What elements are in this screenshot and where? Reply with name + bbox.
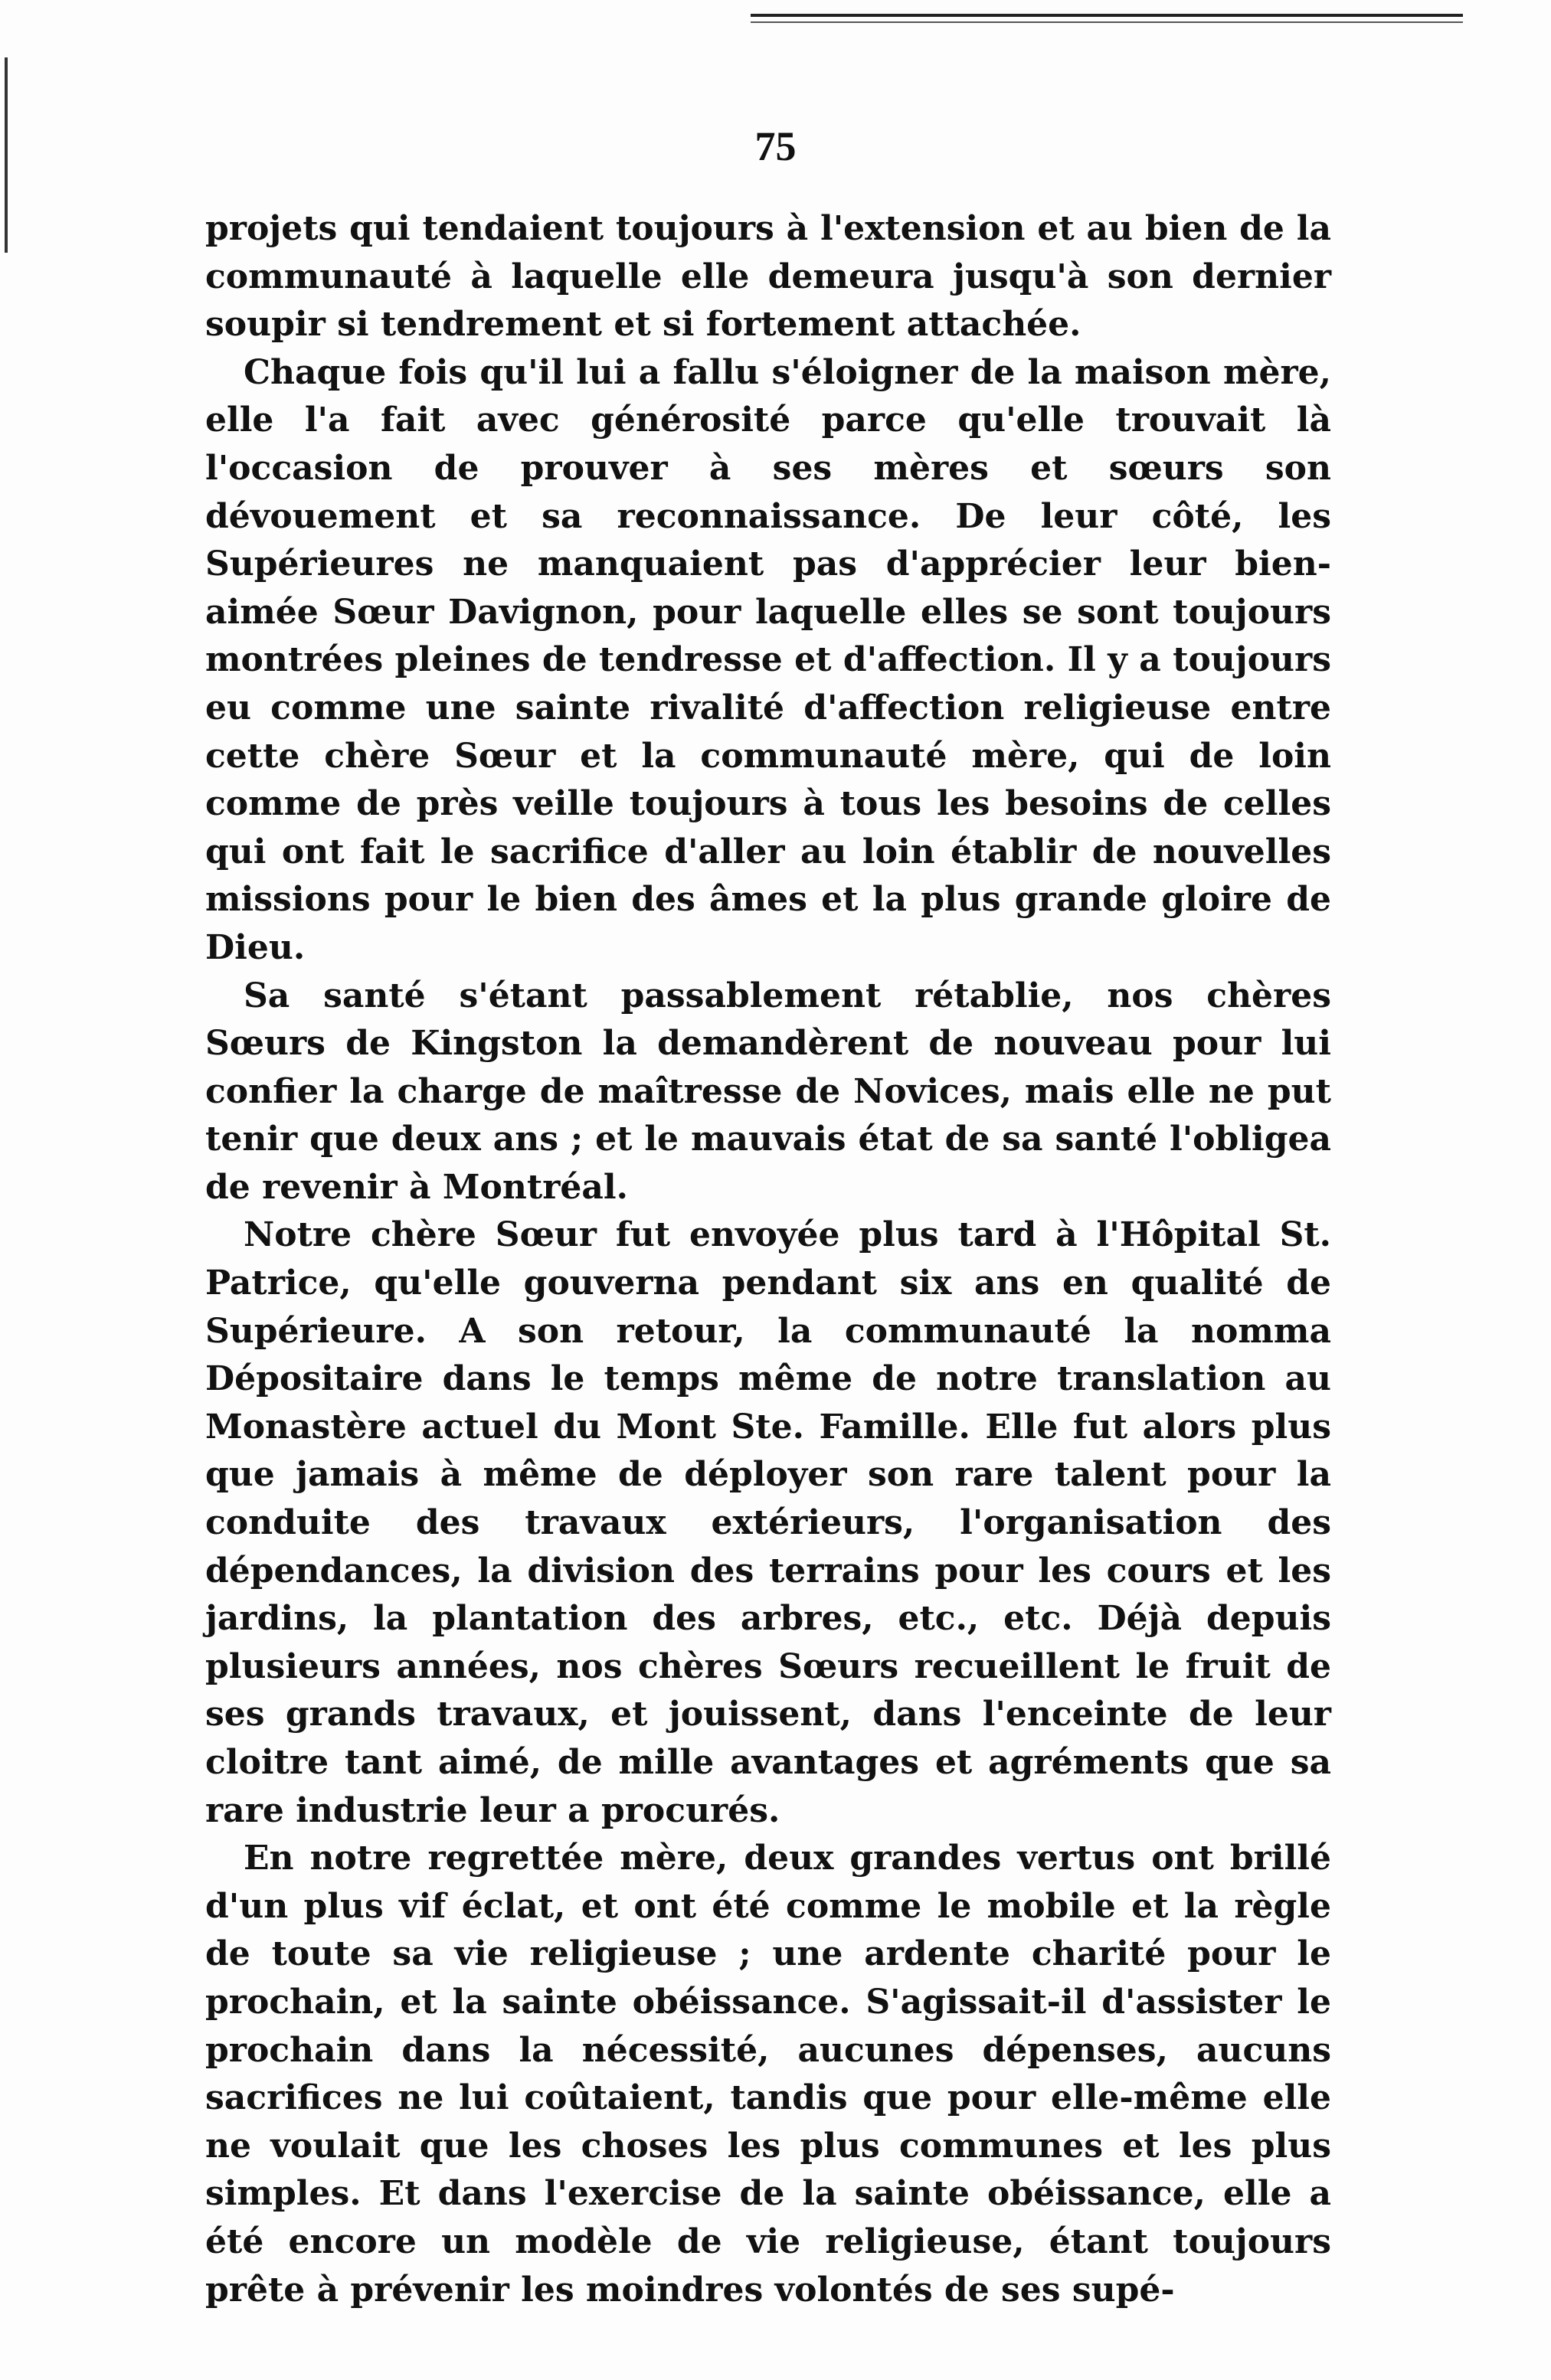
top-edge-rule-thin — [751, 21, 1463, 23]
body-text — [205, 205, 1331, 2314]
page-number: 75 — [754, 123, 797, 169]
paragraph-4: Notre chère Sœur fut envoyée plus tard à l'Hôpital St. Patrice, qu'elle gouverna pendant six ans en qualité de Supérieure. A son retour, la communauté la nomma Dépositaire dans le temps même de notre translation au Monastère actuel du Mont Ste. Famille. Elle fut alors plus que jamais à même de déployer son rare talent pour la conduite des travaux extérieurs, l'organisation des dépendances, la division des terrains pour les cours et les jardins, la plantation des arbres, etc., etc. Déjà depuis plusieurs années, nos chères Sœurs recueillent le fruit de ses grands travaux, et jouissent, dans l'enceinte de leur cloitre tant aimé, de mille avantages et agréments que sa rare industrie leur a procurés. — [205, 1215, 1331, 1830]
top-edge-rule — [751, 14, 1463, 17]
paragraph-2: Chaque fois qu'il lui a fallu s'éloigner de la maison mère, elle l'a fait avec générosité parce qu'elle trouvait là l'occasion de prouver à ses mères et sœurs son dévouement et sa reconnaissance. De leur côté, les Supérieures ne manquaient pas d'apprécier leur bien-aimée Sœur Davignon, pour laquelle elles se sont toujours montrées pleines de tendresse et d'affection. Il y a toujours eu comme une sainte rivalité d'affection religieuse entre cette chère Sœur et la communauté mère, qui de loin comme de près veille toujours à tous les besoins de celles qui ont fait le sacrifice d'aller au loin établir de nouvelles missions pour le bien des âmes et la plus grande gloire de Dieu. — [205, 352, 1331, 967]
paragraph-1: projets qui tendaient toujours à l'extension et au bien de la communauté à laquelle elle demeura jusqu'à son dernier soupir si tendrement et si fortement attachée. — [205, 209, 1331, 345]
paragraph-5: En notre regrettée mère, deux grandes vertus ont brillé d'un plus vif éclat, et ont été comme le mobile et la règle de toute sa vie religieuse ; une ardente charité pour le prochain, et la sainte obéissance. S'agissait-il d'assister le prochain dans la nécessité, aucunes dépenses, aucuns sacrifices ne lui coûtaient, tandis que pour elle-même elle ne voulait que les choses les plus communes et les plus simples. Et dans l'exercise de la sainte obéissance, elle a été encore un modèle de vie religieuse, étant toujours prête à prévenir les moindres volontés de ses supé- — [205, 1839, 1331, 2310]
paragraph-3: Sa santé s'étant passablement rétablie, nos chères Sœurs de Kingston la demandèrent de nouveau pour lui confier la charge de maîtresse de Novices, mais elle ne put tenir que deux ans ; et le mauvais état de sa santé l'obligea de revenir à Montréal. — [205, 976, 1331, 1207]
